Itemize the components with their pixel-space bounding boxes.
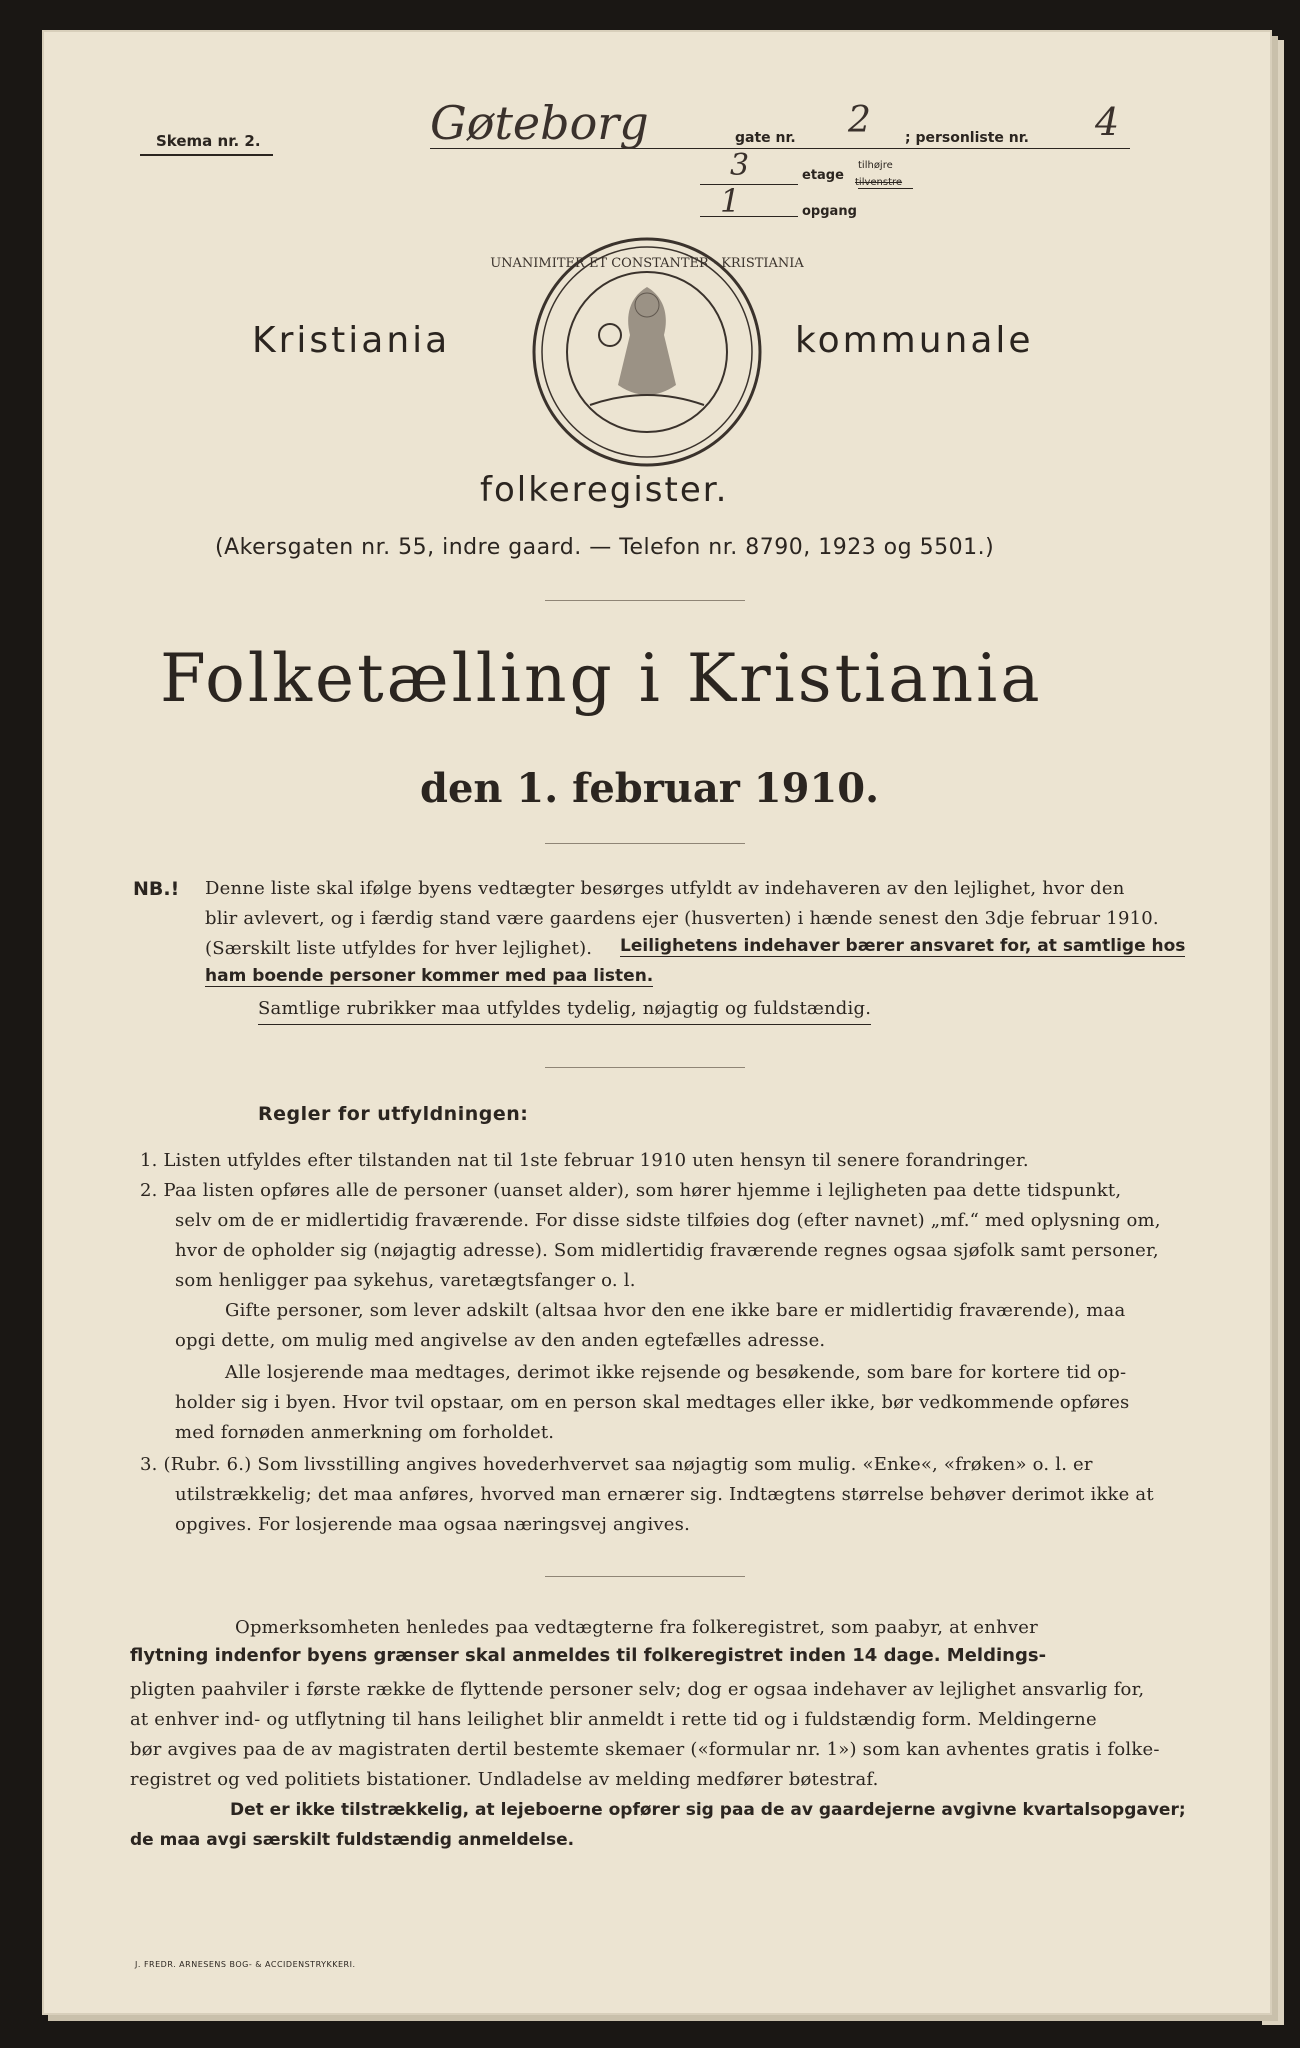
rule-line-2: 2. Paa listen opføres alle de personer (uanset alder), som hører hjemme i lejligheten paa dette tidspunkt, [140,1180,1122,1201]
street-name-handwritten: Gøteborg [430,96,649,150]
tilvenstre-label: tilvenstre [855,177,903,188]
opgang-number: 1 [720,182,741,220]
nb-line-2: blir avlevert, og i færdig stand være gaardens ejer (husverten) i hænde senest den 3dje februar 1910. [205,908,1159,929]
tilhojre-label: tilhøjre [858,160,893,171]
notice-line-6: registret og ved politiets bistationer. Undladelse av melding medfører bøtestraf. [130,1769,879,1790]
notice-line-7: Det er ikke tilstrækkelig, at lejeboerne opfører sig paa de av gaardejerne avgivne kvartalsopgaver; [230,1800,1186,1820]
nb-line-4: ham boende personer kommer med paa listen. [205,966,654,986]
rule-line-5: som henligger paa sykehus, varetægtsfanger o. l. [175,1270,636,1291]
rule-line-11: 3. (Rubr. 6.) Som livsstilling angives hovederhvervet saa nøjagtig som mulig. «Enke«, «frøken» o. l. er [140,1454,1093,1475]
rule-line-13: opgives. For losjerende maa ogsaa næringsvej angives. [175,1514,690,1535]
opgang-line [700,190,798,217]
institution-right: kommunale [795,320,1034,361]
divider-4 [545,1576,745,1577]
notice-line-4: at enhver ind- og utflytning til hans leilighet blir anmeldt i rette tid og i fuldstændig form. Meldingerne [130,1709,1097,1730]
rule-line-3: selv om de er midlertidig fraværende. For disse sidste tilføies dog (efter navnet) „mf.“ med oplysning om, [175,1210,1161,1231]
divider-3 [545,1067,745,1068]
nb-label: NB.! [133,878,180,900]
seal-text: UNANIMITER ET CONSTANTER · KRISTIANIA [490,256,804,271]
title-date: den 1. februar 1910. [420,765,880,812]
institution-line2: folkeregister. [480,470,729,510]
nb-line-3a: (Særskilt liste utfyldes for hver lejlighet). [205,938,593,959]
rule-line-7: opgi dette, om mulig med angivelse av den anden egtefælles adresse. [175,1330,826,1351]
nb-line-5: Samtlige rubrikker maa utfyldes tydelig, nøjagtig og fuldstændig. [258,994,871,1025]
rule-line-1: 1. Listen utfyldes efter tilstanden nat til 1ste februar 1910 uten hensyn til senere forandringer. [140,1150,1029,1171]
divider-1 [545,600,745,601]
gate-number: 2 [848,100,871,141]
rule-line-12: utilstrækkelig; det maa anføres, hvorved man ernærer sig. Indtægtens størrelse behøver derimot ikke at [175,1484,1154,1505]
nb-line-1: Denne liste skal ifølge byens vedtægter besørges utfyldt av indehaveren av den lejlighet, hvor den [205,878,1125,899]
etage-label: etage [802,168,844,183]
notice-line-3: pligten paahviler i første række de flyttende personer selv; dog er ogsaa indehaver av lejlighet ansvarlig for, [130,1679,1145,1700]
personliste-label: ; personliste nr. [905,130,1029,146]
etage-number: 3 [730,148,750,183]
rule-line-4: hvor de opholder sig (nøjagtig adresse). Som midlertidig fraværende regnes ogsaa sjøfolk samt personer, [175,1240,1159,1261]
rule-line-9: holder sig i byen. Hvor tvil opstaar, om en person skal medtages eller ikke, bør vedkommende opføres [175,1392,1130,1413]
divider-2 [545,843,745,844]
gate-label: gate nr. [735,130,796,146]
notice-line-5: bør avgives paa de av magistraten dertil bestemte skemaer («formular nr. 1») som kan avhentes gratis i folke- [130,1739,1160,1760]
rule-line-10: med fornøden anmerkning om forholdet. [175,1422,555,1443]
notice-line-1: Opmerksomheten henledes paa vedtægterne fra folkeregistret, som paabyr, at enhver [235,1617,1038,1638]
nb-line-3b: Leilighetens indehaver bærer ansvaret for, at samtlige hos [620,936,1186,956]
rule-line-8: Alle losjerende maa medtages, derimot ikke rejsende og besøkende, som bare for kortere tid op- [225,1362,1127,1383]
notice-line-2: flytning indenfor byens grænser skal anmeldes til folkeregistret inden 14 dage. Meldings- [130,1645,1047,1666]
institution-address: (Akersgaten nr. 55, indre gaard. — Telefon nr. 8790, 1923 og 5501.) [215,535,995,560]
institution-left: Kristiania [252,320,451,361]
rule-line-6: Gifte personer, som lever adskilt (altsaa hvor den ene ikke bare er midlertidig fraværende), maa [225,1300,1126,1321]
schema-number: Skema nr. 2. [140,132,273,156]
notice-line-8: de maa avgi særskilt fuldstændig anmeldelse. [130,1830,575,1850]
kristiania-seal [490,235,804,469]
printer-credit: J. FREDR. ARNESENS BOG- & ACCIDENSTRYKKERI. [135,1960,356,1969]
main-title: Folketælling i Kristiania [160,640,1043,717]
opgang-label: opgang [802,204,857,219]
rules-heading: Regler for utfyldningen: [258,1103,529,1125]
personliste-number: 4 [1095,100,1120,144]
etage-side-line [858,188,913,189]
